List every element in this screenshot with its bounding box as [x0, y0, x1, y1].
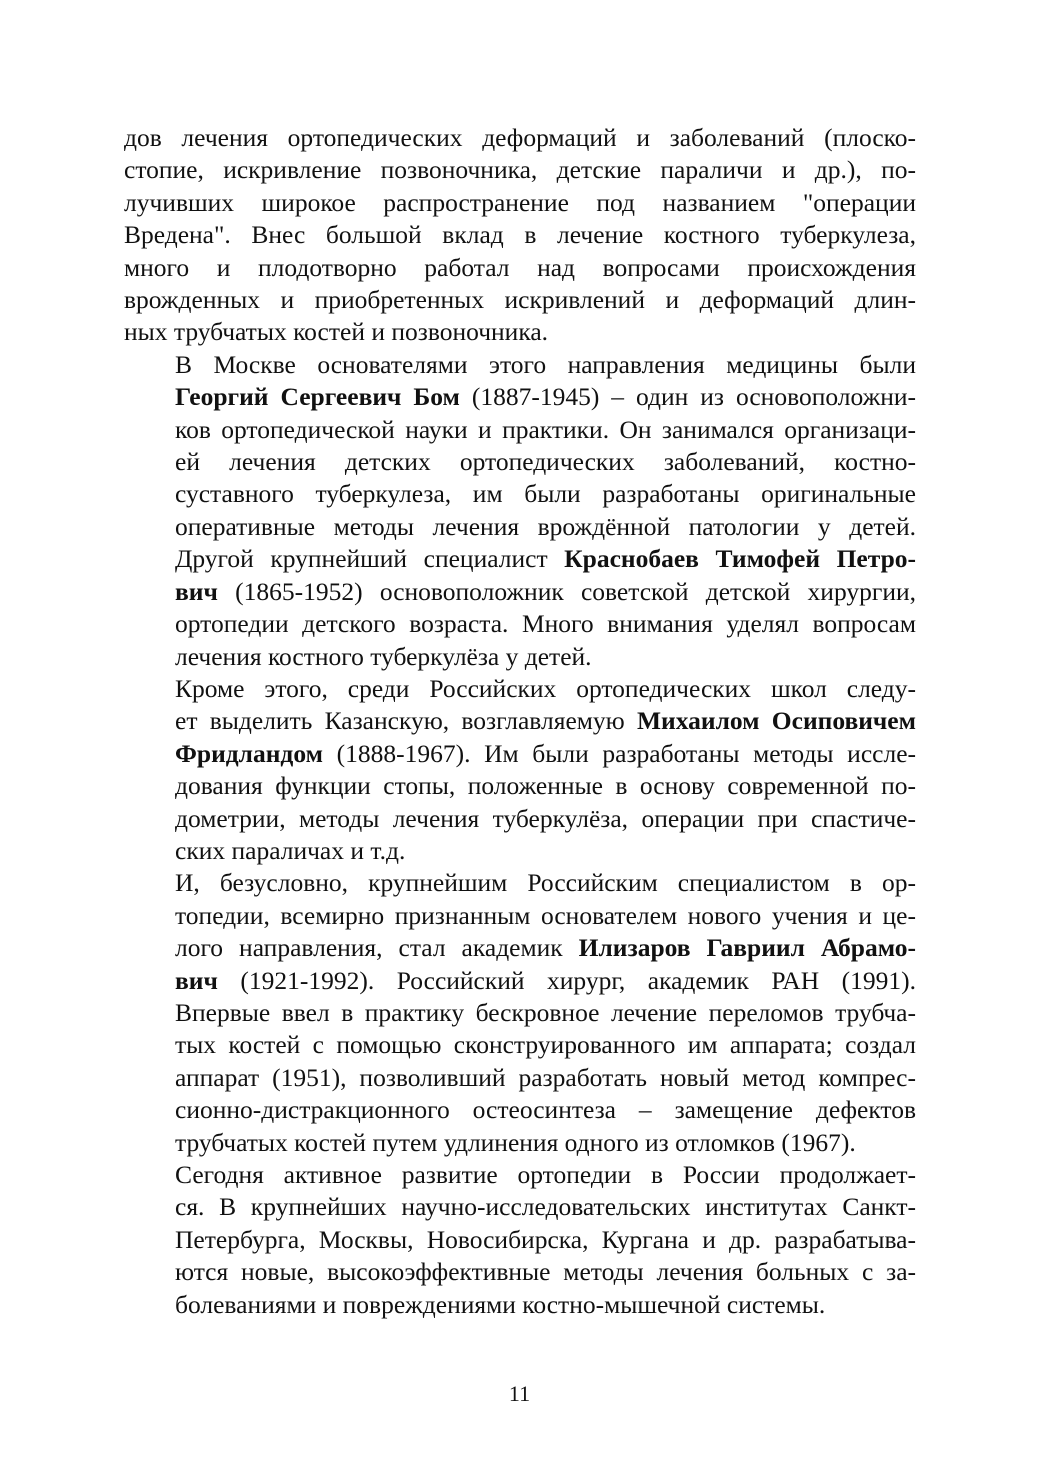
text-run: суставного туберкулеза, им были разработаны оригинальные: [175, 479, 916, 509]
text-run: ков ортопедической науки и практики. Он занимался организаци-: [175, 414, 916, 444]
text-run: ся. В крупнейших научно-исследовательских институтах Санкт-: [175, 1192, 916, 1222]
text-line: [124, 673, 916, 705]
text-line: [124, 252, 916, 284]
text-line: [124, 1191, 916, 1223]
text-run: дования функции стопы, положенные в основу современной по-: [175, 771, 916, 801]
text-run: Вредена". Внес большой вклад в лечение костного туберкулеза,: [124, 220, 916, 250]
text-run: аппарат (1951), позволивший разработать новый метод компрес-: [175, 1062, 916, 1092]
text-run: топедии, всемирно признанным основателем нового учения и це-: [175, 900, 916, 930]
bold-name: Илизаров Гавриил Абрамо-: [578, 933, 916, 963]
bold-name: вич: [175, 576, 218, 606]
text-line: [124, 187, 916, 219]
text-line: [124, 1159, 916, 1191]
text-line: [124, 997, 916, 1029]
text-line: [124, 446, 916, 478]
text-run: (1887-1945) – один из основоположни-: [459, 382, 916, 412]
text-run: ются новые, высокоэффективные методы лечения больных с за-: [175, 1257, 916, 1287]
text-line: [124, 478, 916, 510]
text-line: [124, 932, 916, 964]
text-line: [124, 641, 916, 673]
bold-name: Михаилом Осиповичем: [636, 706, 916, 736]
text-run: трубчатых костей путем удлинения одного из отломков (1967).: [175, 1127, 856, 1157]
paragraph: [124, 1159, 916, 1321]
text-run: В Москве основателями этого направления медицины были: [175, 349, 916, 379]
text-line: [124, 608, 916, 640]
text-run: (1865-1952) основоположник советской детской хирургии,: [217, 576, 916, 606]
paragraph: [124, 349, 916, 673]
text-run: (1888-1967). Им были разработаны методы иссле-: [322, 738, 916, 768]
bold-name: Фридландом: [175, 738, 323, 768]
text-run: дов лечения ортопедических деформаций и заболеваний (плоско-: [124, 123, 916, 152]
text-run: лого направления, стал академик: [175, 933, 579, 963]
text-run: И, безусловно, крупнейшим Российским специалистом в ор-: [175, 868, 916, 898]
bold-name: Георгий Сергеевич Бом: [175, 382, 460, 412]
text-line: [124, 316, 916, 348]
text-line: [124, 576, 916, 608]
text-run: ортопедии детского возраста. Много внимания уделял вопросам: [175, 609, 916, 639]
text-line: [124, 414, 916, 446]
text-line: [124, 543, 916, 575]
text-line: [124, 803, 916, 835]
paragraph: [124, 673, 916, 867]
text-run: ных трубчатых костей и позвоночника.: [124, 317, 549, 347]
text-line: [124, 965, 916, 997]
text-run: лучивших широкое распространение под названием "операции: [124, 187, 916, 217]
text-run: много и плодотворно работал над вопросами происхождения: [124, 252, 916, 282]
text-run: тых костей с помощью сконструированного им аппарата; создал: [175, 1030, 916, 1060]
text-run: врожденных и приобретенных искривлений и деформаций длин-: [124, 285, 916, 315]
text-run: стопие, искривление позвоночника, детские параличи и др.), по-: [124, 155, 916, 185]
text-line: [124, 349, 916, 381]
paragraph: [124, 122, 916, 349]
text-run: оперативные методы лечения врождённой патологии у детей.: [175, 511, 916, 541]
text-run: Сегодня активное развитие ортопедии в России продолжает-: [175, 1160, 916, 1189]
text-line: [124, 154, 916, 186]
text-line: [124, 1094, 916, 1126]
text-line: [124, 1127, 916, 1159]
text-run: болеваниями и повреждениями костно-мышечной системы.: [175, 1289, 826, 1319]
text-run: лечения костного туберкулёза у детей.: [175, 641, 592, 671]
text-run: дометрии, методы лечения туберкулёза, операции при спастиче-: [175, 803, 916, 833]
text-line: [124, 511, 916, 543]
text-line: [124, 1256, 916, 1288]
text-run: Петербурга, Москвы, Новосибирска, Кургана и др. разрабатыва-: [175, 1224, 916, 1254]
text-line: [124, 705, 916, 737]
bold-name: вич: [175, 965, 218, 995]
text-line: [124, 381, 916, 413]
text-run: (1921-1992). Российский хирург, академик РАН (1991).: [217, 965, 916, 995]
paragraph: [124, 867, 916, 1159]
text-line: [124, 122, 916, 154]
text-run: Впервые ввел в практику бескровное лечение переломов трубча-: [175, 997, 916, 1027]
body-text: [124, 122, 916, 1321]
text-line: [124, 1029, 916, 1061]
text-line: [124, 738, 916, 770]
text-line: [124, 900, 916, 932]
text-run: сионно-дистракционного остеосинтеза – замещение дефектов: [175, 1095, 916, 1125]
page-number: 11: [508, 1381, 531, 1406]
text-line: [124, 1062, 916, 1094]
text-line: [124, 284, 916, 316]
text-run: Другой крупнейший специалист: [175, 544, 565, 574]
text-line: [124, 1289, 916, 1321]
bold-name: Краснобаев Тимофей Петро-: [564, 544, 916, 574]
text-line: [124, 867, 916, 899]
text-run: ских параличах и т.д.: [175, 835, 406, 865]
text-line: [124, 835, 916, 867]
text-run: Кроме этого, среди Российских ортопедических школ следу-: [175, 673, 916, 703]
text-line: [124, 219, 916, 251]
text-run: ей лечения детских ортопедических заболеваний, костно-: [175, 447, 916, 477]
text-line: [124, 1224, 916, 1256]
text-run: ет выделить Казанскую, возглавляемую: [175, 706, 637, 736]
text-line: [124, 770, 916, 802]
